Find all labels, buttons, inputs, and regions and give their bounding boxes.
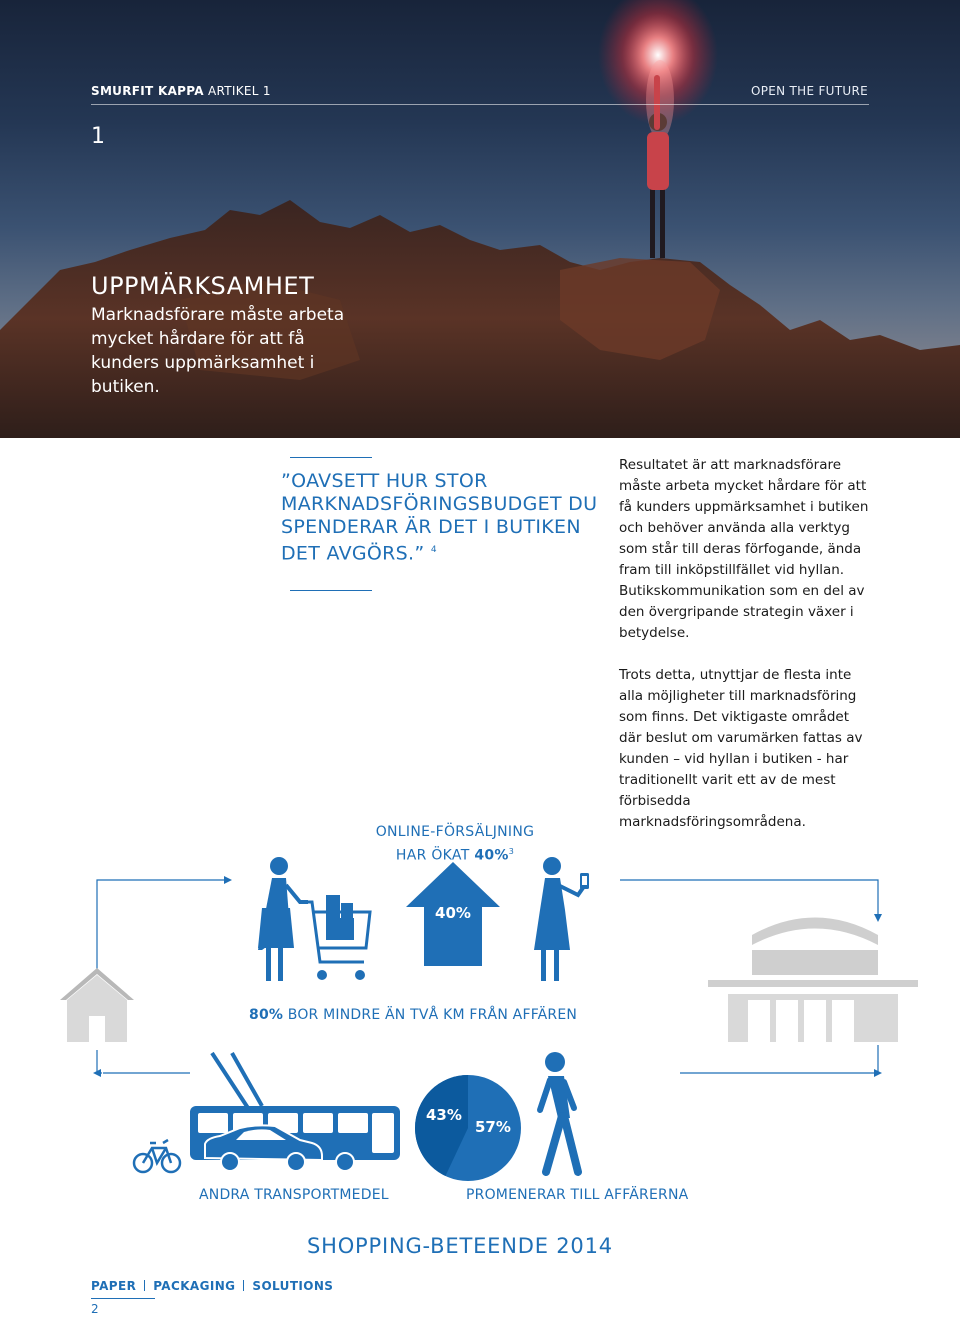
other-transport-caption: ANDRA TRANSPORTMEDEL <box>199 1187 389 1203</box>
shopper-with-cart-icon <box>258 857 370 981</box>
footer-separator <box>243 1280 244 1291</box>
page-number: 2 <box>91 1302 99 1316</box>
quote-footnote: 4 <box>430 545 437 555</box>
hero-subtitle: Marknadsförare måste arbeta mycket hårdare för att få kunders uppmärksamhet i butiken. <box>91 305 345 397</box>
footer-divider <box>91 1298 155 1299</box>
shop-building-icon <box>708 918 918 1043</box>
person-with-phone-icon <box>534 857 589 981</box>
footer-item-packaging: PACKAGING <box>153 1279 236 1293</box>
distance-value: 80% <box>249 1007 284 1023</box>
walking-caption: PROMENERAR TILL AFFÄRERNA <box>466 1187 689 1203</box>
header-tagline: OPEN THE FUTURE <box>750 84 868 98</box>
online-sales-footnote: 3 <box>508 847 515 856</box>
bicycle-icon <box>134 1140 180 1172</box>
body-paragraph-2: Trots detta, utnyttjar de flesta inte alla möjligheter till marknadsföring som finns. Det viktigaste området där beslut om varumärken fattas av kunden – vid hyllan i butiken - har traditionellt varit ett av de mest förbisedda marknadsföringsområdena. <box>619 667 863 830</box>
pie-other-label: 43% <box>426 1106 462 1124</box>
article-label: ARTIKEL 1 <box>207 84 271 98</box>
online-sales-prefix: HAR ÖKAT <box>395 847 475 864</box>
section-number: 1 <box>91 124 105 149</box>
footer-item-paper: PAPER <box>91 1279 137 1293</box>
infographic-title: SHOPPING-BETEENDE 2014 <box>307 1234 613 1258</box>
footer-item-solutions: SOLUTIONS <box>252 1279 334 1293</box>
footer-separator <box>144 1280 145 1291</box>
online-sales-label-line1: ONLINE-FÖRSÄLJNING <box>375 824 535 840</box>
pie-walk-label: 57% <box>475 1118 511 1136</box>
body-paragraph-1: Resultatet är att marknadsförare måste arbeta mycket hårdare för att få kunders uppmärksamhet i butiken och behöver använda alla verktyg som står till deras förfogande, ända fram till inköpstillfället vid hyllan. Butikskommunikation som en del av den övergripande strategin växer i betydelse. <box>619 457 869 641</box>
footer-brand <box>91 1279 333 1293</box>
online-sales-label <box>360 822 550 866</box>
hero-title: UPPMÄRKSAMHET <box>91 272 315 300</box>
quote-text: ”OAVSETT HUR STOR MARKNADSFÖRINGSBUDGET DU SPENDERAR ÄR DET I BUTIKEN DET AVGÖRS.” <box>281 470 598 565</box>
house-icon <box>60 968 134 1042</box>
walking-person-icon <box>540 1052 578 1172</box>
brand-name: SMURFIT KAPPA <box>91 84 204 98</box>
online-sales-value: 40% <box>474 847 509 864</box>
distance-text: BOR MINDRE ÄN TVÅ KM FRÅN AFFÄREN <box>283 1007 578 1023</box>
distance-label <box>249 1007 577 1023</box>
online-sales-label-line2 <box>360 842 550 866</box>
arrow-value-label: 40% <box>435 904 471 922</box>
